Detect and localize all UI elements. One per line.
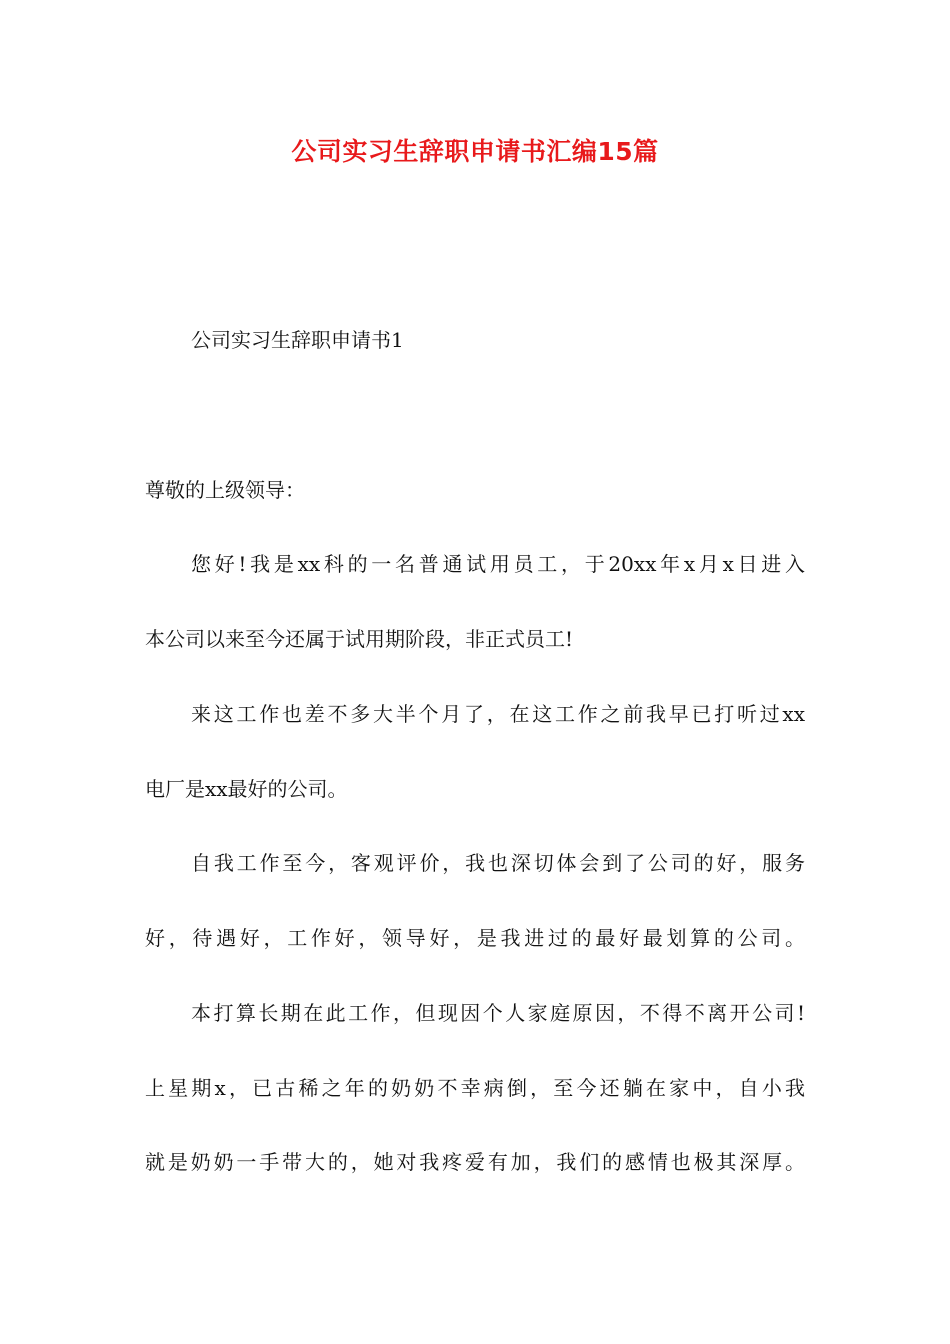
paragraph-line: 自我工作至今，客观评价，我也深切体会到了公司的好，服务 <box>191 851 805 875</box>
paragraph-line: 来这工作也差不多大半个月了，在这工作之前我早已打听过xx <box>191 702 805 726</box>
paragraph-line: 上星期x，已古稀之年的奶奶不幸病倒，至今还躺在家中，自小我 <box>145 1076 805 1100</box>
document-title: 公司实习生辞职申请书汇编15篇 <box>291 137 659 166</box>
paragraph-line: 好，待遇好，工作好，领导好，是我进过的最好最划算的公司。 <box>145 926 805 950</box>
salutation: 尊敬的上级领导： <box>145 478 305 502</box>
section-heading: 公司实习生辞职申请书1 <box>191 328 404 352</box>
paragraph-line: 您好!我是xx科的一名普通试用员工，于20xx年x月x日进入 <box>191 552 805 576</box>
paragraph-line: 就是奶奶一手带大的，她对我疼爱有加，我们的感情也极其深厚。 <box>145 1150 805 1174</box>
paragraph-line: 本打算长期在此工作，但现因个人家庭原因，不得不离开公司! <box>191 1001 805 1025</box>
paragraph-line: 电厂是xx最好的公司。 <box>145 777 348 801</box>
paragraph-line: 本公司以来至今还属于试用期阶段，非正式员工! <box>145 627 574 651</box>
